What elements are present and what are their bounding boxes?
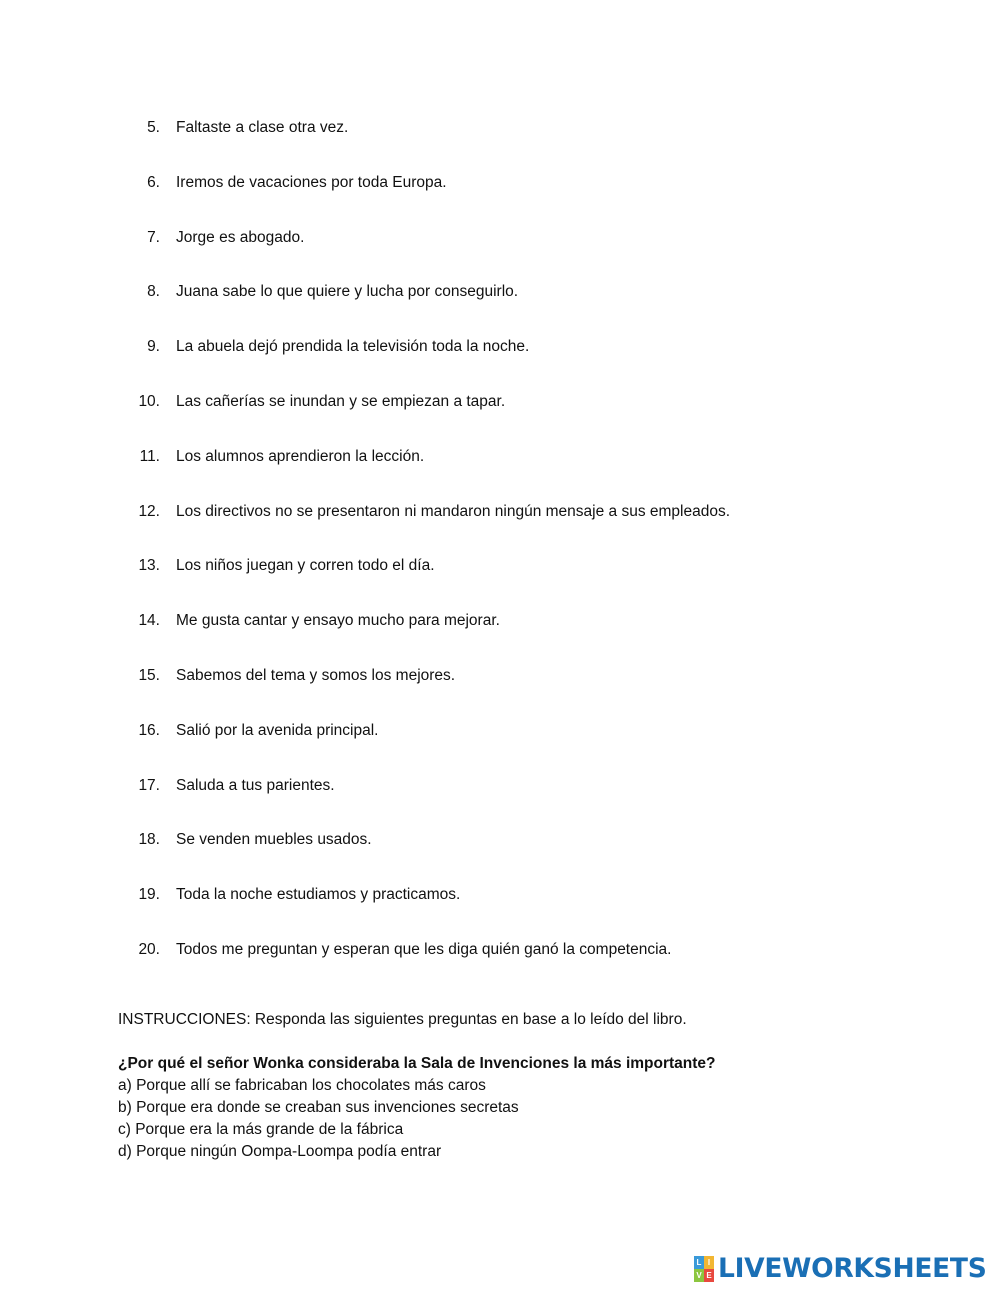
item-number: 18. (138, 831, 160, 849)
item-number: 17. (138, 776, 160, 794)
list-item (0, 666, 1000, 721)
item-text: Salió por la avenida principal. (176, 721, 379, 739)
list-item (0, 228, 1000, 283)
option-d: d) Porque ningún Oompa-Loompa podía entrar (118, 1143, 442, 1160)
list-item (0, 940, 1000, 995)
item-number: 8. (147, 283, 160, 301)
item-text: Los niños juegan y corren todo el día. (176, 557, 435, 575)
item-number: 14. (138, 612, 160, 630)
item-text: Toda la noche estudiamos y practicamos. (176, 886, 461, 904)
list-item (0, 776, 1000, 831)
item-text: Los directivos no se presentaron ni mandaron ningún mensaje a sus empleados. (176, 502, 731, 520)
sentence-list (0, 118, 1000, 995)
item-text: Me gusta cantar y ensayo mucho para mejorar. (176, 612, 500, 630)
item-text: La abuela dejó prendida la televisión toda la noche. (176, 338, 530, 356)
logo-badge-icon (694, 1256, 714, 1282)
list-item (0, 282, 1000, 337)
item-text: Saluda a tus parientes. (176, 776, 335, 794)
item-number: 7. (147, 228, 160, 246)
item-text: Juana sabe lo que quiere y lucha por conseguirlo. (176, 283, 519, 301)
badge-letter: E (704, 1269, 714, 1282)
question-title: ¿Por qué el señor Wonka consideraba la Sala de Invenciones la más importante? (118, 1055, 716, 1072)
item-number: 12. (138, 502, 160, 520)
item-number: 9. (147, 338, 160, 356)
list-item (0, 447, 1000, 502)
option-b: b) Porque era donde se creaban sus invenciones secretas (118, 1099, 519, 1116)
item-text: Los alumnos aprendieron la lección. (176, 447, 425, 465)
item-text: Jorge es abogado. (176, 228, 305, 246)
list-item (0, 173, 1000, 228)
item-text: Todos me preguntan y esperan que les diga quién ganó la competencia. (176, 940, 672, 958)
item-number: 11. (139, 447, 160, 465)
item-number: 10. (138, 392, 160, 410)
list-item (0, 611, 1000, 666)
item-number: 19. (138, 886, 160, 904)
list-item (0, 885, 1000, 940)
item-number: 5. (147, 119, 160, 136)
item-text: Se venden muebles usados. (176, 831, 372, 849)
item-text: Las cañerías se inundan y se empiezan a tapar. (176, 392, 506, 410)
list-item (0, 392, 1000, 447)
list-item (0, 502, 1000, 557)
item-number: 13. (138, 557, 160, 575)
item-text: Iremos de vacaciones por toda Europa. (176, 173, 447, 191)
badge-letter: I (704, 1256, 714, 1269)
item-text: Faltaste a clase otra vez. (176, 119, 349, 136)
option-c: c) Porque era la más grande de la fábrica (118, 1121, 404, 1138)
instructions-text: INSTRUCCIONES: Responda las siguientes preguntas en base a lo leído del libro. (118, 1011, 687, 1028)
list-item (0, 556, 1000, 611)
liveworksheets-logo (694, 1255, 987, 1283)
list-item (0, 118, 1000, 173)
list-item (0, 337, 1000, 392)
list-item (0, 830, 1000, 885)
item-number: 20. (138, 940, 160, 958)
item-number: 16. (138, 721, 160, 739)
item-number: 15. (138, 666, 160, 684)
list-item (0, 721, 1000, 776)
badge-letter: L (694, 1256, 704, 1269)
question-options (118, 1075, 519, 1163)
item-number: 6. (147, 173, 160, 191)
item-text: Sabemos del tema y somos los mejores. (176, 666, 456, 684)
badge-letter: V (694, 1269, 704, 1282)
option-a: a) Porque allí se fabricaban los chocolates más caros (118, 1077, 486, 1094)
brand-name: LIVEWORKSHEETS (718, 1253, 987, 1284)
